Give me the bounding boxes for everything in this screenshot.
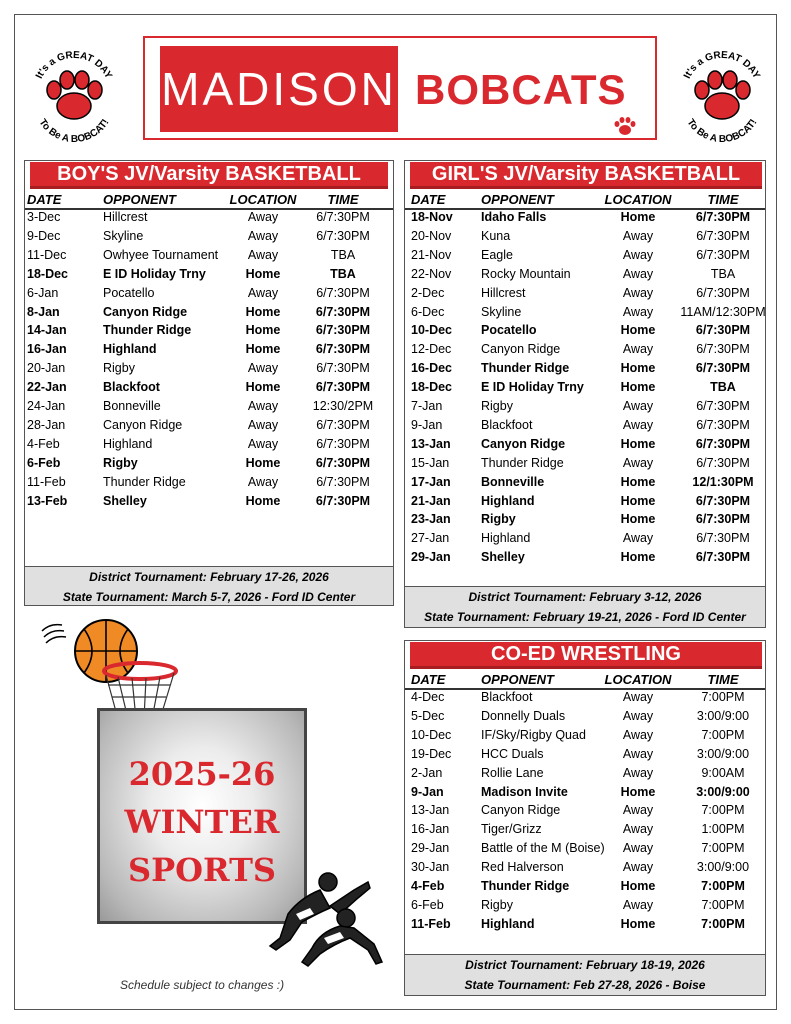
table-row <box>405 860 765 879</box>
boys-header-date: DATE <box>27 192 62 207</box>
girls-tournament-footer <box>405 586 765 627</box>
cell-opponent: Canyon Ridge <box>103 304 188 319</box>
cell-time: 7:00PM <box>701 690 745 704</box>
cell-location: Away <box>622 399 654 413</box>
cell-time: 6/7:30PM <box>315 342 371 357</box>
cell-location: Home <box>620 436 656 451</box>
cell-location: Away <box>622 342 654 357</box>
badge-bottom-text: To Be A BOBCAT! <box>684 117 760 144</box>
mascot-name: BOBCATS <box>415 66 627 113</box>
cell-location: Home <box>620 361 656 376</box>
cell-date: 16-Jan <box>27 342 67 357</box>
badge-bottom-text: To Be A BOBCAT! <box>36 117 112 144</box>
cell-time: 6/7:30PM <box>696 455 750 470</box>
cell-date: 27-Jan <box>411 531 450 546</box>
cell-opponent: Canyon Ridge <box>481 342 561 357</box>
cell-time: 11AM/12:30PM <box>680 304 766 319</box>
cell-location: Away <box>247 285 279 300</box>
table-row <box>25 399 393 418</box>
cell-date: 9-Jan <box>411 784 444 799</box>
table-row <box>25 267 393 286</box>
table-row <box>25 380 393 399</box>
cell-date: 6-Feb <box>411 897 444 912</box>
cell-location: Away <box>247 474 279 489</box>
cell-date: 29-Jan <box>411 841 450 856</box>
wrestling-district-text: District Tournament: February 18-19, 2026 <box>465 958 705 972</box>
cell-location: Home <box>620 474 656 489</box>
wrestling-header-opponent: OPPONENT <box>481 672 554 687</box>
cell-time: 6/7:30PM <box>695 323 751 338</box>
cell-date: 16-Dec <box>411 361 452 376</box>
cell-date: 30-Jan <box>411 860 450 875</box>
cell-time: 6/7:30PM <box>316 285 370 300</box>
table-row <box>405 512 765 531</box>
cell-location: Away <box>622 417 654 432</box>
cell-time: 6/7:30PM <box>315 493 371 508</box>
cell-location: Home <box>245 455 281 470</box>
girls-header-location: LOCATION <box>604 192 672 207</box>
cell-date: 7-Jan <box>411 399 443 413</box>
cell-opponent: Highland <box>481 531 531 546</box>
cell-time: 6/7:30PM <box>695 361 751 376</box>
cell-location: Away <box>622 822 654 837</box>
cell-time: TBA <box>330 247 356 262</box>
cell-location: Away <box>247 361 279 376</box>
wrestling-tournament-footer <box>405 954 765 995</box>
svg-text:To Be A BOBCAT! <box>37 117 112 144</box>
cell-date: 2-Dec <box>411 285 445 300</box>
table-row <box>405 456 765 475</box>
cell-date: 6-Feb <box>27 455 61 470</box>
cell-opponent: Thunder Ridge <box>103 323 192 338</box>
table-row <box>405 361 765 380</box>
cell-time: 6/7:30PM <box>316 417 370 432</box>
cell-opponent: Canyon Ridge <box>103 417 183 432</box>
cell-time: 6/7:30PM <box>696 342 750 357</box>
bobcat-paw-badge-icon <box>24 44 124 144</box>
cell-date: 9-Jan <box>411 417 443 432</box>
table-row <box>405 323 765 342</box>
cell-time: 7:00PM <box>701 879 745 893</box>
cell-location: Away <box>622 266 654 281</box>
cell-opponent: Pocatello <box>103 285 155 300</box>
cell-date: 17-Jan <box>411 474 451 489</box>
cell-location: Home <box>245 342 281 357</box>
cell-time: 6/7:30PM <box>695 493 751 508</box>
cell-opponent: Rigby <box>103 455 138 470</box>
table-row <box>25 437 393 456</box>
cell-time: 3:00/9:00 <box>696 708 750 723</box>
boys-tournament-footer <box>25 566 393 605</box>
boys-header-time: TIME <box>327 192 359 207</box>
table-row <box>25 305 393 324</box>
cell-location: Away <box>622 690 654 704</box>
cell-opponent: Highland <box>481 916 535 931</box>
cell-opponent: Rocky Mountain <box>481 266 571 281</box>
table-row <box>25 361 393 380</box>
cell-opponent: Idaho Falls <box>481 210 547 224</box>
cell-opponent: Blackfoot <box>481 690 533 704</box>
girls-header-time: TIME <box>707 192 739 207</box>
boys-state-text: State Tournament: March 5-7, 2026 - Ford ID Center <box>62 590 356 604</box>
cell-location: Away <box>622 708 654 723</box>
cell-opponent: E ID Holiday Trny <box>481 380 584 395</box>
cell-time: 6/7:30PM <box>696 228 750 243</box>
boys-basketball-title: BOY'S JV/Varsity BASKETBALL <box>30 162 388 189</box>
wrestling-title: CO-ED WRESTLING <box>410 642 762 669</box>
cell-time: TBA <box>710 380 736 395</box>
table-row <box>405 803 765 822</box>
cell-opponent: Donnelly Duals <box>481 708 566 723</box>
cell-time: 6/7:30PM <box>316 474 370 489</box>
table-row <box>405 494 765 513</box>
badge-top-text: It's a GREAT DAY <box>33 49 114 81</box>
cell-time: TBA <box>710 266 736 281</box>
cell-opponent: Highland <box>103 342 157 357</box>
cell-opponent: Eagle <box>481 247 513 262</box>
cell-location: Home <box>245 266 281 281</box>
cell-time: 6/7:30PM <box>696 247 750 262</box>
cell-location: Home <box>245 493 281 508</box>
wrestling-state-text: State Tournament: Feb 27-28, 2026 - Boise <box>464 978 706 992</box>
table-row <box>25 286 393 305</box>
table-row <box>25 323 393 342</box>
cell-date: 2-Jan <box>411 765 443 780</box>
badge-top-text: It's a GREAT DAY <box>681 49 762 81</box>
cell-date: 22-Nov <box>411 266 452 281</box>
cell-location: Away <box>247 228 279 243</box>
cell-opponent: IF/Sky/Rigby Quad <box>481 727 586 742</box>
cell-time: 6/7:30PM <box>316 436 370 451</box>
table-row <box>405 286 765 305</box>
table-row <box>25 475 393 494</box>
season-year: 2025-26 <box>128 755 276 793</box>
cell-time: 12/1:30PM <box>692 474 754 489</box>
cell-opponent: Hillcrest <box>103 210 148 224</box>
cell-opponent: Rigby <box>481 399 513 413</box>
cell-location: Home <box>620 512 656 527</box>
cell-date: 13-Jan <box>411 803 450 818</box>
cell-location: Home <box>620 323 656 338</box>
table-row <box>405 475 765 494</box>
cell-date: 11-Dec <box>27 247 67 262</box>
cell-opponent: Red Halverson <box>481 860 564 875</box>
cell-time: 6/7:30PM <box>695 436 751 451</box>
cell-location: Away <box>622 860 654 875</box>
table-row <box>405 267 765 286</box>
table-row <box>405 418 765 437</box>
cell-opponent: Bonneville <box>103 399 161 413</box>
cell-location: Home <box>245 380 281 395</box>
cell-time: 12:30/2PM <box>312 399 374 413</box>
cell-time: 6/7:30PM <box>695 210 751 224</box>
cell-location: Home <box>620 493 656 508</box>
cell-opponent: Skyline <box>103 228 144 243</box>
table-row <box>25 456 393 475</box>
table-row <box>405 841 765 860</box>
table-row <box>405 380 765 399</box>
table-row <box>405 728 765 747</box>
cell-date: 3-Dec <box>27 210 61 224</box>
cell-date: 13-Jan <box>411 436 451 451</box>
cell-date: 21-Jan <box>411 493 451 508</box>
cell-opponent: Pocatello <box>481 323 537 338</box>
cell-opponent: Blackfoot <box>481 417 533 432</box>
cell-date: 6-Jan <box>27 285 59 300</box>
cell-date: 18-Dec <box>411 380 452 395</box>
cell-opponent: Rigby <box>481 897 513 912</box>
table-row <box>405 690 765 709</box>
cell-time: 6/7:30PM <box>315 304 371 319</box>
table-row <box>405 898 765 917</box>
cell-date: 13-Feb <box>27 493 68 508</box>
boys-header-location: LOCATION <box>229 192 297 207</box>
cell-opponent: Canyon Ridge <box>481 436 566 451</box>
table-row <box>405 879 765 898</box>
table-row <box>25 229 393 248</box>
cell-time: 6/7:30PM <box>315 380 371 395</box>
table-row <box>405 248 765 267</box>
cell-location: Home <box>620 380 656 395</box>
cell-date: 4-Dec <box>411 690 445 704</box>
cell-location: Away <box>622 285 654 300</box>
cell-opponent: Hillcrest <box>481 285 526 300</box>
table-row <box>25 494 393 513</box>
table-row <box>405 747 765 766</box>
cell-opponent: Thunder Ridge <box>481 879 570 893</box>
wrestling-header-time: TIME <box>707 672 739 687</box>
cell-time: 6/7:30PM <box>696 399 750 413</box>
cell-date: 15-Jan <box>411 455 450 470</box>
svg-text:To Be A BOBCAT! <box>685 117 760 144</box>
cell-time: 6/7:30PM <box>695 512 751 527</box>
cell-date: 24-Jan <box>27 399 66 413</box>
cell-location: Home <box>620 879 656 893</box>
table-row <box>405 210 765 229</box>
cell-time: 1:00PM <box>701 822 745 837</box>
cell-location: Away <box>247 436 279 451</box>
cell-date: 29-Jan <box>411 550 451 565</box>
table-row <box>405 399 765 418</box>
schedule-disclaimer: Schedule subject to changes :) <box>120 978 285 992</box>
cell-time: 7:00PM <box>701 916 745 931</box>
cell-location: Home <box>245 323 281 338</box>
cell-location: Away <box>622 531 654 546</box>
cell-location: Away <box>622 304 654 319</box>
cell-opponent: Owhyee Tournament <box>103 247 219 262</box>
boys-header-opponent: OPPONENT <box>103 192 176 207</box>
cell-time: 7:00PM <box>701 897 745 912</box>
girls-header-date: DATE <box>411 192 446 207</box>
wrestling-header-location: LOCATION <box>604 672 672 687</box>
table-row <box>25 342 393 361</box>
cell-opponent: Rigby <box>103 361 135 376</box>
cell-opponent: Rollie Lane <box>481 765 544 780</box>
cell-date: 10-Dec <box>411 727 452 742</box>
cell-opponent: Kuna <box>481 228 511 243</box>
cell-location: Home <box>620 784 656 799</box>
cell-opponent: Skyline <box>481 304 522 319</box>
cell-opponent: Highland <box>103 436 153 451</box>
cell-date: 4-Feb <box>411 879 445 893</box>
table-row <box>25 418 393 437</box>
bobcat-paw-badge-icon <box>672 44 772 144</box>
cell-location: Home <box>620 210 656 224</box>
cell-opponent: Battle of the M (Boise) <box>481 841 605 856</box>
cell-location: Away <box>247 399 279 413</box>
table-row <box>405 229 765 248</box>
cell-opponent: Highland <box>481 493 535 508</box>
cell-opponent: Blackfoot <box>103 380 160 395</box>
cell-date: 14-Jan <box>27 323 67 338</box>
boys-district-text: District Tournament: February 17-26, 2026 <box>89 570 329 584</box>
cell-opponent: Thunder Ridge <box>481 361 570 376</box>
table-row <box>25 210 393 229</box>
table-row <box>405 822 765 841</box>
cell-opponent: Canyon Ridge <box>481 803 561 818</box>
school-name: MADISON <box>160 46 398 132</box>
cell-time: TBA <box>330 266 356 281</box>
cell-opponent: Thunder Ridge <box>103 474 186 489</box>
cell-location: Away <box>622 746 654 761</box>
season-winter: WINTER <box>124 803 280 841</box>
cell-opponent: Bonneville <box>481 474 545 489</box>
girls-district-text: District Tournament: February 3-12, 2026 <box>468 590 702 604</box>
cell-location: Home <box>620 916 656 931</box>
table-row <box>405 342 765 361</box>
cell-location: Away <box>622 455 654 470</box>
cell-opponent: Tiger/Grizz <box>481 822 542 837</box>
cell-date: 4-Feb <box>27 436 60 451</box>
table-row <box>25 248 393 267</box>
cell-opponent: Rigby <box>481 512 516 527</box>
cell-time: 6/7:30PM <box>315 323 371 338</box>
cell-opponent: Madison Invite <box>481 784 568 799</box>
cell-date: 28-Jan <box>27 417 66 432</box>
cell-time: 3:00/9:00 <box>696 784 750 799</box>
cell-time: 6/7:30PM <box>696 531 750 546</box>
cell-date: 21-Nov <box>411 247 452 262</box>
cell-date: 20-Nov <box>411 228 452 243</box>
cell-date: 16-Jan <box>411 822 450 837</box>
cell-location: Home <box>620 550 656 565</box>
table-row <box>405 550 765 569</box>
cell-time: 7:00PM <box>701 803 745 818</box>
girls-state-text: State Tournament: February 19-21, 2026 - Ford ID Center <box>424 610 746 624</box>
cell-date: 18-Dec <box>27 266 68 281</box>
cell-date: 5-Dec <box>411 708 445 723</box>
cell-location: Away <box>622 897 654 912</box>
cell-opponent: Thunder Ridge <box>481 455 564 470</box>
cell-location: Away <box>622 841 654 856</box>
cell-time: 7:00PM <box>701 727 745 742</box>
table-row <box>405 709 765 728</box>
cell-location: Away <box>247 210 279 224</box>
cell-date: 8-Jan <box>27 304 60 319</box>
cell-opponent: HCC Duals <box>481 746 544 761</box>
cell-time: 6/7:30PM <box>316 228 370 243</box>
cell-opponent: E ID Holiday Trny <box>103 266 206 281</box>
cell-time: 6/7:30PM <box>315 455 371 470</box>
cell-time: 9:00AM <box>701 765 745 780</box>
cell-location: Away <box>622 803 654 818</box>
cell-time: 6/7:30PM <box>316 210 370 224</box>
table-row <box>405 305 765 324</box>
cell-time: 6/7:30PM <box>695 550 751 565</box>
cell-time: 6/7:30PM <box>316 361 370 376</box>
cell-location: Away <box>247 417 279 432</box>
cell-date: 9-Dec <box>27 228 61 243</box>
table-row <box>405 917 765 936</box>
cell-location: Away <box>622 228 654 243</box>
cell-location: Away <box>622 765 654 780</box>
cell-date: 18-Nov <box>411 210 453 224</box>
table-row <box>405 437 765 456</box>
girls-basketball-title: GIRL'S JV/Varsity BASKETBALL <box>410 162 762 189</box>
cell-location: Away <box>622 247 654 262</box>
wrestling-header-date: DATE <box>411 672 446 687</box>
cell-time: 7:00PM <box>701 841 745 856</box>
cell-date: 12-Dec <box>411 342 452 357</box>
table-row <box>405 766 765 785</box>
cell-time: 6/7:30PM <box>696 417 750 432</box>
cell-date: 19-Dec <box>411 746 452 761</box>
cell-date: 20-Jan <box>27 361 66 376</box>
cell-opponent: Shelley <box>103 493 147 508</box>
cell-date: 23-Jan <box>411 512 451 527</box>
cell-location: Away <box>247 247 279 262</box>
cell-time: 3:00/9:00 <box>696 746 750 761</box>
cell-date: 11-Feb <box>411 916 451 931</box>
table-row <box>405 531 765 550</box>
paw-icon <box>612 114 638 138</box>
cell-date: 22-Jan <box>27 380 67 395</box>
wrestlers-icon <box>250 868 390 968</box>
girls-header-opponent: OPPONENT <box>481 192 554 207</box>
cell-date: 11-Feb <box>27 474 66 489</box>
cell-date: 10-Dec <box>411 323 452 338</box>
table-row <box>405 785 765 804</box>
cell-location: Away <box>622 727 654 742</box>
cell-opponent: Shelley <box>481 550 525 565</box>
cell-location: Home <box>245 304 281 319</box>
season-sports: SPORTS <box>128 851 276 889</box>
cell-time: 6/7:30PM <box>696 285 750 300</box>
cell-date: 6-Dec <box>411 304 445 319</box>
cell-time: 3:00/9:00 <box>696 860 750 875</box>
